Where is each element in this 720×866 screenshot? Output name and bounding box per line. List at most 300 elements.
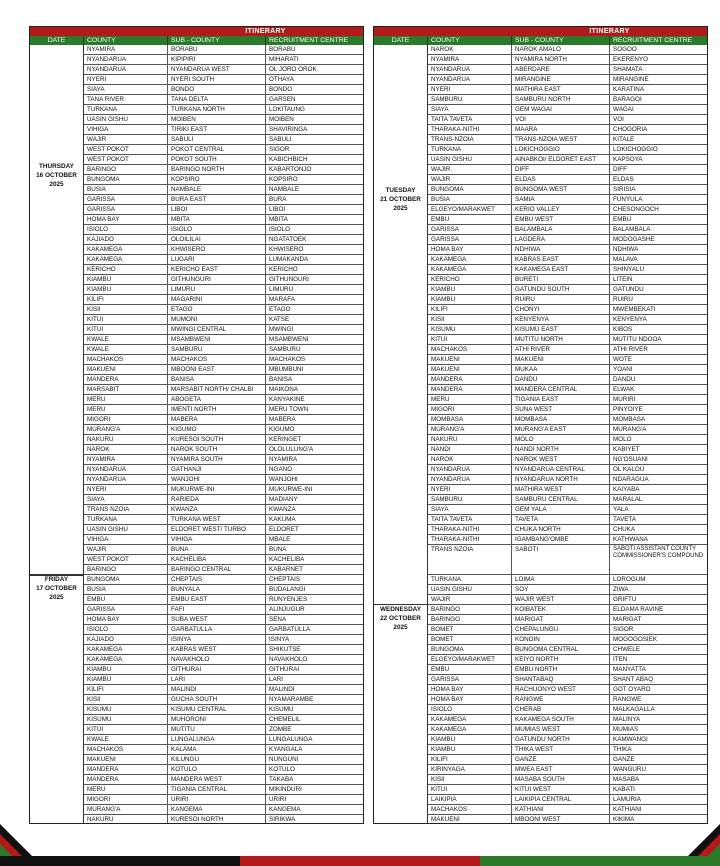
recruitment-centre-cell: KHWISERO	[269, 246, 304, 253]
county-cell: KAKAMEGA	[428, 725, 512, 734]
county-cell: NANDI	[428, 445, 512, 454]
sub-county-cell: BANISA	[168, 375, 266, 384]
sub-county-cell: NYAMIRA NORTH	[512, 55, 610, 64]
table-row	[84, 75, 363, 85]
county-cell: NYAMIRA	[84, 455, 168, 464]
recruitment-centre-cell: GITHURAI	[269, 666, 300, 673]
recruitment-centre-cell: WAGAI	[613, 106, 634, 113]
table-row	[84, 315, 363, 325]
recruitment-centre-cell: ALINJUGUR	[269, 606, 305, 613]
sub-county-cell: TRANS-NZOIA WEST	[512, 135, 610, 144]
sub-county-cell: KERICHO EAST	[168, 265, 266, 274]
recruitment-centre-cell: MERU TOWN	[269, 406, 309, 413]
county-cell: MIGORI	[84, 795, 168, 804]
county-cell: SAMBURU	[428, 95, 512, 104]
recruitment-centre-cell: GATUNDU	[613, 286, 644, 293]
table-row	[428, 105, 707, 115]
county-cell: KWALE	[84, 735, 168, 744]
county-cell: VIHIGA	[84, 535, 168, 544]
table-row	[84, 625, 363, 635]
county-cell: NYERI	[84, 485, 168, 494]
recruitment-centre-cell: RANGWE	[613, 696, 642, 703]
table-row	[428, 75, 707, 85]
table-row	[428, 535, 707, 545]
sub-county-cell: DANDU	[512, 375, 610, 384]
recruitment-centre-cell: MURIRI	[613, 396, 636, 403]
county-cell: NAKURU	[84, 815, 168, 824]
county-cell: MIGORI	[84, 415, 168, 424]
county-cell: KAJIADO	[84, 635, 168, 644]
sub-county-cell: NDHIWA	[512, 245, 610, 254]
sub-county-cell: MATHIRA EAST	[512, 85, 610, 94]
county-column-header: COUNTY	[428, 36, 512, 45]
recruitment-centre-cell: MOGOGOSIEK	[613, 636, 658, 643]
recruitment-centre-cell: CHEMELIL	[269, 716, 301, 723]
county-cell: TAITA TAVETA	[428, 115, 512, 124]
table-row	[84, 295, 363, 305]
county-cell: UASIN GISHU	[84, 525, 168, 534]
table-row	[428, 655, 707, 665]
sub-county-cell: SAMBURU CENTRAL	[512, 495, 610, 504]
table-row	[84, 395, 363, 405]
county-cell: BUSIA	[428, 195, 512, 204]
sub-county-cell: NYANDARUA WEST	[168, 65, 266, 74]
sub-county-cell: KIGUMO	[168, 425, 266, 434]
itinerary-title-bar	[374, 27, 707, 36]
table-row	[428, 85, 707, 95]
recruitment-centre-cell: ZIWA	[613, 586, 629, 593]
county-cell: HOMA BAY	[428, 245, 512, 254]
sub-county-cell: WANJOHI	[168, 475, 266, 484]
sub-county-cell: TANA DELTA	[168, 95, 266, 104]
county-cell: MARSABIT	[84, 385, 168, 394]
sub-county-cell: RARIEDA	[168, 495, 266, 504]
table-row	[428, 675, 707, 685]
sub-county-cell: POKOT CENTRAL	[168, 145, 266, 154]
table-row	[84, 455, 363, 465]
county-cell: GARISSA	[428, 235, 512, 244]
table-row	[84, 365, 363, 375]
table-row	[428, 115, 707, 125]
table-row	[428, 635, 707, 645]
table-row	[428, 175, 707, 185]
county-cell: BOMET	[428, 625, 512, 634]
county-cell: EMBU	[84, 595, 168, 604]
sub-county-cell: TIGANIA EAST	[512, 395, 610, 404]
sub-county-column-header: SUB - COUNTY	[168, 36, 266, 45]
table-row	[84, 805, 363, 815]
recruitment-centre-cell: MIRANGINE	[613, 76, 649, 83]
sub-county-cell: KURESOI SOUTH	[168, 435, 266, 444]
table-row	[428, 215, 707, 225]
itinerary-title-bar	[30, 27, 363, 36]
sub-county-cell: GANZE	[512, 755, 610, 764]
sub-county-cell: LAIKIPIA CENTRAL	[512, 795, 610, 804]
recruitment-centre-cell: YALA	[613, 506, 629, 513]
recruitment-centre-cell: LIBOI	[269, 206, 286, 213]
table-row	[428, 205, 707, 215]
recruitment-centre-cell: ISIOLO	[269, 226, 290, 233]
county-cell: KISII	[84, 305, 168, 314]
recruitment-centre-cell: SHAMATA	[613, 66, 643, 73]
sub-county-cell: NYANDARUA CENTRAL	[512, 465, 610, 474]
county-cell: SAMBURU	[428, 495, 512, 504]
sub-county-cell: MUTITU NORTH	[512, 335, 610, 344]
sub-county-cell: MOMBASA	[512, 415, 610, 424]
county-cell: BUSIA	[84, 585, 168, 594]
table-row	[84, 175, 363, 185]
county-cell: MERU	[84, 395, 168, 404]
sub-county-cell: MASABA SOUTH	[512, 775, 610, 784]
table-row	[428, 305, 707, 315]
sub-county-cell: MAARA	[512, 125, 610, 134]
recruitment-centre-cell: GARSEN	[269, 96, 296, 103]
recruitment-centre-cell: TAKABA	[269, 776, 294, 783]
recruitment-centre-cell: ITEN	[613, 656, 628, 663]
sub-county-cell: BONDO	[168, 85, 266, 94]
date-column	[374, 45, 428, 824]
recruitment-centre-cell: KOPSIRO	[269, 176, 298, 183]
county-cell: MERU	[428, 395, 512, 404]
table-row	[428, 785, 707, 795]
county-cell: NYANDARUA	[84, 55, 168, 64]
column-header-row	[30, 36, 363, 45]
table-row	[428, 155, 707, 165]
recruitment-centre-cell: CHESONGOCH	[613, 206, 659, 213]
recruitment-centre-cell: KABARNET	[269, 566, 303, 573]
recruitment-centre-cell: KATHWANA	[613, 536, 648, 543]
county-cell: KILIFI	[428, 305, 512, 314]
table-row	[428, 515, 707, 525]
sub-county-cell: IGAMBANG'OMBE	[512, 535, 610, 544]
sub-county-cell: MABERA	[168, 415, 266, 424]
table-row	[428, 345, 707, 355]
sub-county-cell: MIRANGINE	[512, 75, 610, 84]
sub-county-cell: SAMBURU	[168, 345, 266, 354]
recruitment-centre-cell: FUNYULA	[613, 196, 643, 203]
recruitment-centre-cell: MOMBASA	[613, 416, 646, 423]
table-row	[84, 645, 363, 655]
sub-county-cell: NAROK WEST	[512, 455, 610, 464]
county-cell: KISUMU	[84, 705, 168, 714]
recruitment-centre-cell: MALINDI	[269, 686, 295, 693]
recruitment-centre-cell: MAIKONA	[269, 386, 299, 393]
county-cell: THARAKA-NITHI	[428, 535, 512, 544]
table-row	[428, 665, 707, 675]
recruitment-centre-cell: LOROGUM	[613, 576, 646, 583]
county-cell: SIAYA	[84, 495, 168, 504]
table-row	[428, 255, 707, 265]
county-cell: KIAMBU	[84, 665, 168, 674]
table-row	[428, 395, 707, 405]
sub-county-cell: MARIGAT	[512, 615, 610, 624]
sub-county-cell: MANDERA CENTRAL	[512, 385, 610, 394]
recruitment-centre-cell: NYAMARAMBE	[269, 696, 314, 703]
county-cell: TRANS NZOIA	[428, 545, 512, 574]
sub-county-cell: SOY	[512, 585, 610, 594]
recruitment-centre-cell: SHAVIRINGA	[269, 126, 308, 133]
date-group	[374, 605, 427, 824]
sub-county-cell: MOIBEN	[168, 115, 266, 124]
county-cell: BOMET	[428, 635, 512, 644]
table-row	[428, 745, 707, 755]
recruitment-centre-cell: SHANT ABAQ	[613, 676, 654, 683]
sub-county-cell: MUKAA	[512, 365, 610, 374]
table-row	[428, 295, 707, 305]
sub-county-cell: BARINGO CENTRAL	[168, 565, 266, 574]
sub-county-cell: GATUNDU NORTH	[512, 735, 610, 744]
table-row	[84, 705, 363, 715]
table-row	[84, 615, 363, 625]
table-row	[428, 475, 707, 485]
recruitment-centre-cell: DANDU	[613, 376, 636, 383]
recruitment-centre-cell: MUTITU NDOOA	[613, 336, 662, 343]
table-body	[374, 45, 707, 824]
county-cell: NAKURU	[428, 435, 512, 444]
table-row	[428, 275, 707, 285]
sub-county-cell: NAMBALE	[168, 185, 266, 194]
sub-county-cell: BARINGO NORTH	[168, 165, 266, 174]
recruitment-centre-cell: MWEMBEKATI	[613, 306, 656, 313]
date-label: THURSDAY 16 OCTOBER 2025	[36, 163, 77, 188]
county-cell: NYERI	[84, 75, 168, 84]
county-cell: KITUI	[84, 725, 168, 734]
recruitment-centre-cell: MADIANY	[269, 496, 298, 503]
sub-county-cell: LOKICHOGGIO	[512, 145, 610, 154]
table-row	[84, 375, 363, 385]
county-cell: ELGEYO/MARAKWET	[428, 655, 512, 664]
table-row	[84, 325, 363, 335]
table-row	[428, 195, 707, 205]
recruitment-centre-cell: CHWELE	[613, 646, 640, 653]
county-cell: TURKANA	[84, 515, 168, 524]
table-row	[84, 695, 363, 705]
table-row	[84, 745, 363, 755]
recruitment-centre-cell: LOKICHOGGIO	[613, 146, 658, 153]
date-label: WEDNESDAY 22 OCTOBER 2025	[380, 606, 421, 631]
table-row	[84, 355, 363, 365]
sub-county-cell: NAROK SOUTH	[168, 445, 266, 454]
table-row	[84, 725, 363, 735]
county-cell: HOMA BAY	[84, 615, 168, 624]
table-row	[428, 465, 707, 475]
table-row	[84, 445, 363, 455]
table-row	[428, 605, 707, 615]
table-row	[428, 505, 707, 515]
table-row	[84, 605, 363, 615]
sub-county-cell: RACHUONYO WEST	[512, 685, 610, 694]
county-cell: KIAMBU	[84, 675, 168, 684]
sub-county-cell: TAVETA	[512, 515, 610, 524]
recruitment-centre-cell: SABULI	[269, 136, 292, 143]
sub-county-cell: KONOIN	[512, 635, 610, 644]
county-column-header: COUNTY	[84, 36, 168, 45]
county-cell: NAKURU	[84, 435, 168, 444]
sub-county-cell: GEM WAGAI	[512, 105, 610, 114]
county-cell: UASIN GISHU	[428, 155, 512, 164]
recruitment-centre-cell: NGATATOEK	[269, 236, 307, 243]
sub-county-cell: EMBU WEST	[512, 215, 610, 224]
sub-county-cell: GEM YALA	[512, 505, 610, 514]
recruitment-centre-cell: NAVAKHOLO	[269, 656, 308, 663]
table-row	[84, 155, 363, 165]
table-row	[84, 425, 363, 435]
county-cell: MAKUENI	[84, 365, 168, 374]
sub-county-cell: NYAMIRA SOUTH	[168, 455, 266, 464]
county-cell: KERICHO	[84, 265, 168, 274]
recruitment-centre-cell: SAMBURU	[269, 346, 301, 353]
county-cell: SIAYA	[84, 85, 168, 94]
table-row	[428, 755, 707, 765]
sub-county-cell: EMBU NORTH	[512, 665, 610, 674]
table-row	[428, 185, 707, 195]
table-row	[84, 125, 363, 135]
table-row	[428, 405, 707, 415]
table-row	[84, 755, 363, 765]
table-row	[84, 245, 363, 255]
table-row	[84, 585, 363, 595]
sub-county-cell: NAROK AMALO	[512, 45, 610, 54]
county-cell: KAKAMEGA	[428, 715, 512, 724]
sub-county-cell: GUCHA SOUTH	[168, 695, 266, 704]
sub-county-cell: KAKAMEGA EAST	[512, 265, 610, 274]
sub-county-cell: MUTITU	[168, 725, 266, 734]
recruitment-centre-cell: DIFF	[613, 166, 627, 173]
sub-county-cell: VIHIGA	[168, 535, 266, 544]
county-cell: HOMA BAY	[428, 695, 512, 704]
table-row	[84, 255, 363, 265]
recruitment-centre-cell: THIKA	[613, 746, 632, 753]
table-row	[84, 715, 363, 725]
table-row	[84, 385, 363, 395]
recruitment-centre-cell: MWINGI	[269, 326, 294, 333]
recruitment-centre-cell: SIGOR	[269, 146, 290, 153]
sub-county-cell: BORABU	[168, 45, 266, 54]
table-row	[428, 325, 707, 335]
county-cell: TURKANA	[428, 575, 512, 584]
county-cell: NYANDARUA	[428, 75, 512, 84]
sub-county-cell: KISUMU EAST	[512, 325, 610, 334]
county-cell: BUNGOMA	[428, 645, 512, 654]
sub-county-cell: KERIO VALLEY	[512, 205, 610, 214]
recruitment-centre-cell: GANZE	[613, 756, 635, 763]
table-row	[428, 625, 707, 635]
recruitment-centre-cell: SHINYALU	[613, 266, 645, 273]
county-cell: KISII	[84, 695, 168, 704]
table-row	[428, 135, 707, 145]
recruitment-centre-cell: KISUMU	[269, 706, 294, 713]
table-row	[428, 445, 707, 455]
sub-county-cell: MBITA	[168, 215, 266, 224]
table-row	[428, 615, 707, 625]
itinerary-table-right	[373, 26, 708, 824]
recruitment-centre-cell: MARALAL	[613, 496, 643, 503]
sub-county-cell: ABERDARE	[512, 65, 610, 74]
table-row	[428, 165, 707, 175]
recruitment-centre-cell: KABARTONJO	[269, 166, 312, 173]
county-cell: MANDERA	[84, 775, 168, 784]
recruitment-centre-cell: SENA	[269, 616, 287, 623]
county-cell: KWALE	[84, 335, 168, 344]
table-row	[84, 525, 363, 535]
sub-county-cell: KILUNGU	[168, 755, 266, 764]
recruitment-centre-cell: KOTULO	[269, 766, 295, 773]
sub-county-cell: GITHUNGURI	[168, 275, 266, 284]
recruitment-centre-cell: OL JORO OROK	[269, 66, 317, 73]
sub-county-cell: KISUMU CENTRAL	[168, 705, 266, 714]
recruitment-centre-cell: OTHAYA	[269, 76, 294, 83]
date-group	[374, 45, 427, 605]
table-row	[428, 705, 707, 715]
table-row	[84, 435, 363, 445]
sub-county-cell: ELDORET WEST/ TURBO	[168, 525, 266, 534]
sub-county-cell: BALAMBALA	[512, 225, 610, 234]
table-row	[84, 185, 363, 195]
itinerary-title: ITINERARY	[245, 28, 286, 35]
county-cell: WEST POKOT	[84, 555, 168, 564]
recruitment-centre-cell: KIGUMO	[269, 426, 295, 433]
county-cell: WAJIR	[428, 595, 512, 604]
recruitment-centre-cell: CHUKA	[613, 526, 636, 533]
table-row	[84, 405, 363, 415]
county-cell: MURANG'A	[428, 425, 512, 434]
table-row	[84, 475, 363, 485]
date-column-header: DATE	[374, 36, 428, 45]
county-cell: LAIKIPIA	[428, 795, 512, 804]
recruitment-centre-cell: NGANO	[269, 466, 293, 473]
sub-county-cell: SAMBURU NORTH	[512, 95, 610, 104]
county-cell: KITUI	[84, 315, 168, 324]
recruitment-centre-cell: MBUMBUNI	[269, 366, 304, 373]
recruitment-centre-cell: KAPSOYA	[613, 156, 643, 163]
recruitment-centre-cell: EMBU	[613, 216, 632, 223]
sub-county-cell: ISINYA	[168, 635, 266, 644]
recruitment-centre-cell: PINYOIYE	[613, 406, 643, 413]
county-cell: ISIOLO	[428, 705, 512, 714]
county-cell: MANDERA	[428, 385, 512, 394]
sub-county-cell: MUKURWE-INI	[168, 485, 266, 494]
recruitment-centre-cell: YOANI	[613, 366, 633, 373]
table-row	[84, 65, 363, 75]
county-cell: EMBU	[428, 215, 512, 224]
county-cell: THARAKA-NITHI	[428, 125, 512, 134]
county-cell: NYAMIRA	[428, 55, 512, 64]
recruitment-centre-cell: GITHUNGURI	[269, 276, 309, 283]
county-cell: MAKUENI	[84, 755, 168, 764]
recruitment-centre-cell: KYANGALA	[269, 746, 303, 753]
county-cell: NAROK	[428, 45, 512, 54]
sub-county-cell: ATHI RIVER	[512, 345, 610, 354]
table-row	[428, 415, 707, 425]
sub-county-cell: ABOGETA	[168, 395, 266, 404]
table-row	[84, 635, 363, 645]
county-cell: MAKUENI	[428, 365, 512, 374]
sub-county-cell: SUBA WEST	[168, 615, 266, 624]
sub-county-cell: LAGDERA	[512, 235, 610, 244]
sub-county-cell: VOI	[512, 115, 610, 124]
date-group	[30, 45, 83, 575]
recruitment-centre-cell: WANJOHI	[269, 476, 298, 483]
sub-county-cell: CHERAB	[512, 705, 610, 714]
sub-county-cell: MAKUENI	[512, 355, 610, 364]
sub-county-cell: MBOONI EAST	[168, 365, 266, 374]
recruitment-centre-cell: LARI	[269, 676, 283, 683]
sub-county-cell: TIGANIA CENTRAL	[168, 785, 266, 794]
table-row	[84, 415, 363, 425]
table-row	[428, 735, 707, 745]
sub-county-cell: SABOTI	[512, 545, 610, 574]
county-cell: KIAMBU	[428, 285, 512, 294]
